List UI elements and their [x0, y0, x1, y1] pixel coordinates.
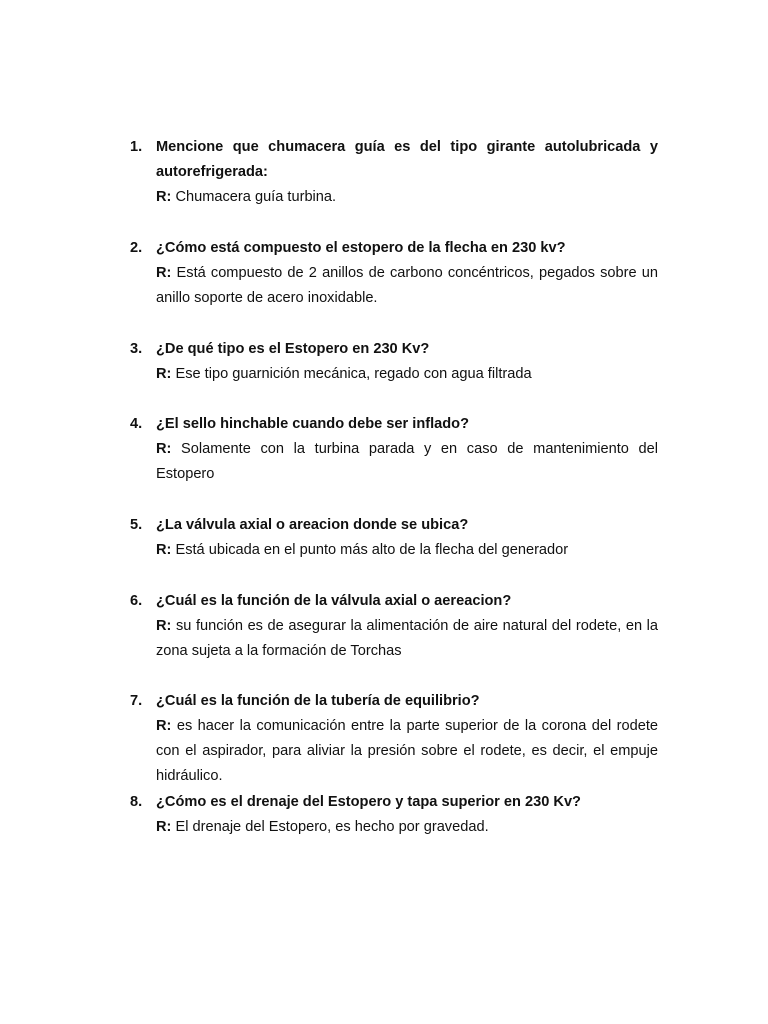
answer-text: [156, 185, 658, 210]
answer-text: [156, 614, 658, 664]
answer-content: El drenaje del Estopero, es hecho por gravedad.: [171, 819, 489, 835]
list-item: [130, 337, 658, 387]
item-number: 1.: [130, 139, 143, 155]
question-text: ¿El sello hinchable cuando debe ser inflado?: [156, 416, 470, 432]
answer-content: Está ubicada en el punto más alto de la flecha del generador: [171, 542, 569, 558]
question-text: ¿Cómo está compuesto el estopero de la flecha en 230 kv?: [156, 240, 566, 256]
item-number: 4.: [130, 416, 143, 432]
answer-text: [156, 261, 658, 311]
question-text: ¿Cuál es la función de la tubería de equilibrio?: [156, 693, 480, 709]
list-item: [130, 135, 658, 210]
list-item: [130, 513, 658, 563]
answer-prefix: R:: [156, 441, 172, 457]
item-body: [156, 790, 658, 840]
item-number: 8.: [130, 794, 143, 810]
answer-content: es hacer la comunicación entre la parte superior de la corona del rodete con el aspirador, para aliviar la presión sobre el rodete, es decir, el empuje hidráulico.: [156, 718, 658, 784]
question-text: ¿De qué tipo es el Estopero en 230 Kv?: [156, 341, 430, 357]
answer-text: [156, 362, 658, 387]
item-body: [156, 337, 658, 387]
item-number: 3.: [130, 341, 143, 357]
item-body: [156, 236, 658, 311]
item-body: [156, 412, 658, 487]
answer-content: su función es de asegurar la alimentación de aire natural del rodete, en la zona sujeta a la formación de Torchas: [156, 618, 658, 659]
answer-text: [156, 714, 658, 789]
list-item: [130, 236, 658, 311]
item-body: [156, 513, 658, 563]
question-text: ¿La válvula axial o areacion donde se ubica?: [156, 517, 469, 533]
answer-content: Está compuesto de 2 anillos de carbono concéntricos, pegados sobre un anillo soporte de acero inoxidable.: [156, 265, 658, 306]
answer-prefix: R:: [156, 366, 172, 382]
list-item: [130, 689, 658, 789]
question-text: Mencione que chumacera guía es del tipo girante autolubricada y autorefrigerada:: [156, 139, 658, 180]
answer-text: [156, 815, 658, 840]
item-body: [156, 135, 658, 210]
item-number: 6.: [130, 593, 143, 609]
answer-prefix: R:: [156, 819, 172, 835]
item-body: [156, 589, 658, 664]
answer-content: Solamente con la turbina parada y en caso de mantenimiento del Estopero: [156, 441, 658, 482]
question-text: ¿Cuál es la función de la válvula axial o aereacion?: [156, 593, 512, 609]
list-item: [130, 412, 658, 487]
answer-prefix: R:: [156, 189, 172, 205]
question-text: ¿Cómo es el drenaje del Estopero y tapa superior en 230 Kv?: [156, 794, 581, 810]
answer-prefix: R:: [156, 718, 172, 734]
answer-text: [156, 437, 658, 487]
answer-prefix: R:: [156, 618, 172, 634]
answer-text: [156, 538, 658, 563]
item-number: 7.: [130, 693, 143, 709]
item-number: 5.: [130, 517, 143, 533]
item-body: [156, 689, 658, 789]
list-item: [130, 589, 658, 664]
list-item: [130, 790, 658, 840]
answer-prefix: R:: [156, 265, 172, 281]
answer-content: Chumacera guía turbina.: [171, 189, 337, 205]
item-number: 2.: [130, 240, 143, 256]
answer-prefix: R:: [156, 542, 172, 558]
answer-content: Ese tipo guarnición mecánica, regado con agua filtrada: [171, 366, 532, 382]
